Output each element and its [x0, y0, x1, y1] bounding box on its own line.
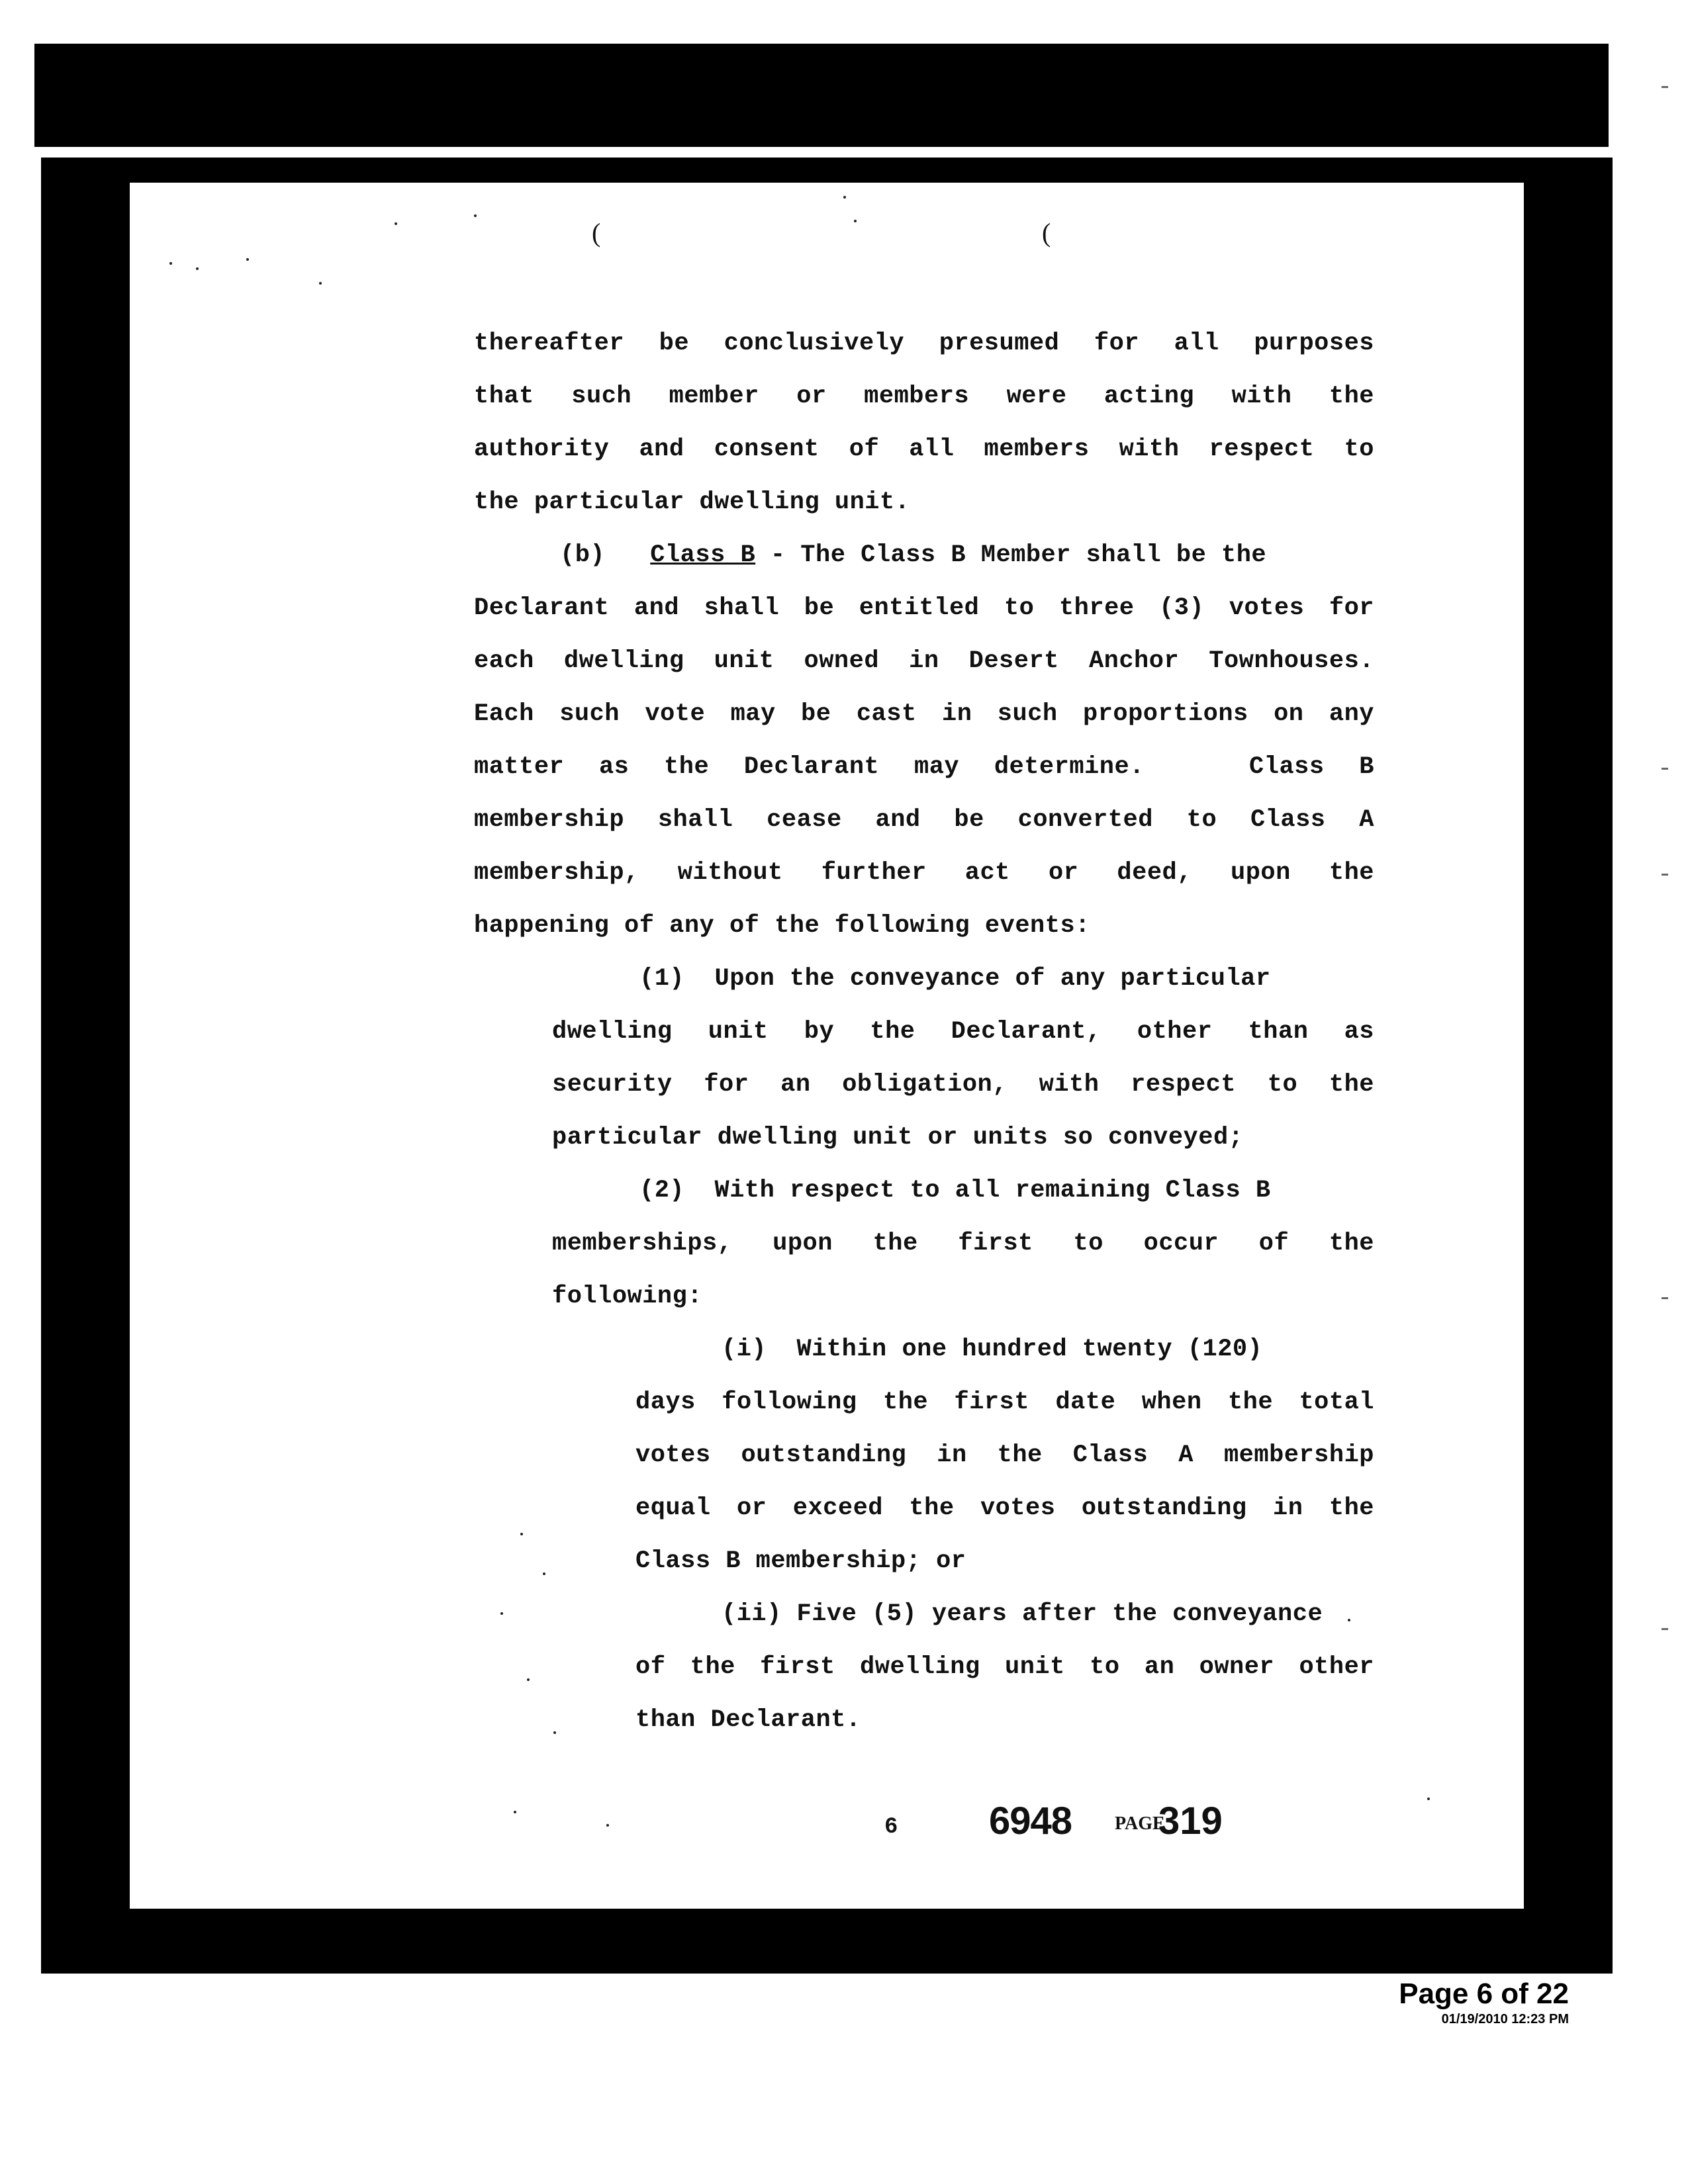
item-1-line: particular dwelling unit or units so conveyed; [552, 1124, 1244, 1152]
scan-artifact [854, 220, 857, 222]
edge-mark [1662, 874, 1668, 876]
item-i-line: Class B membership; or [635, 1547, 966, 1575]
scan-artifact [520, 1533, 523, 1535]
recording-page-word: PAGE [1115, 1813, 1165, 1834]
scan-artifact [543, 1572, 545, 1575]
body-line: thereafter be conclusively presumed for all purposes [474, 330, 1374, 357]
scan-artifact: ( [592, 218, 601, 248]
scan-artifact [246, 258, 249, 261]
footer-page-indicator: Page 6 of 22 [1399, 1978, 1569, 2010]
body-line: happening of any of the following events: [474, 912, 1090, 940]
edge-mark [1662, 1297, 1668, 1299]
recording-page-number: 319 [1158, 1799, 1223, 1843]
scan-artifact [196, 267, 199, 270]
body-line: authority and consent of all members with respect to [474, 435, 1374, 463]
item-ii-line: than Declarant. [635, 1706, 861, 1734]
class-b-heading-rest: - The Class B Member shall be the [755, 541, 1267, 569]
item-i-line: votes outstanding in the Class A membership [635, 1441, 1374, 1469]
item-i-line: equal or exceed the votes outstanding in the [635, 1494, 1374, 1522]
scan-artifact [169, 262, 172, 265]
item-i-first-line: (i) Within one hundred twenty (120) [722, 1336, 1263, 1363]
body-line: that such member or members were acting with the [474, 383, 1374, 410]
body-line: membership, without further act or deed, upon the [474, 859, 1374, 887]
body-line: Each such vote may be cast in such proportions on any [474, 700, 1374, 728]
item-1-line: security for an obligation, with respect to the [552, 1071, 1374, 1099]
scan-artifact [1348, 1619, 1350, 1621]
body-line: membership shall cease and be converted to Class A [474, 806, 1374, 834]
scan-top-border [34, 44, 1609, 147]
class-b-heading-line [560, 541, 1266, 569]
class-b-label: (b) [560, 541, 606, 569]
edge-mark [1662, 1628, 1668, 1630]
scan-artifact [843, 196, 846, 199]
scan-artifact: ( [1042, 218, 1051, 248]
edge-mark [1662, 768, 1668, 770]
body-line: the particular dwelling unit. [474, 488, 910, 516]
scan-artifact [1427, 1797, 1430, 1800]
class-b-heading: Class B [650, 541, 756, 569]
item-ii-line: of the first dwelling unit to an owner other [635, 1653, 1374, 1681]
body-line: matter as the Declarant may determine. Class B [474, 753, 1374, 781]
footer-timestamp: 01/19/2010 12:23 PM [1441, 2012, 1569, 2026]
recording-book-number: 6948 [989, 1799, 1072, 1843]
scan-artifact [553, 1731, 556, 1734]
item-2-line: memberships, upon the first to occur of the [552, 1230, 1374, 1257]
item-2-line: following: [552, 1283, 703, 1310]
scan-artifact [527, 1678, 530, 1681]
item-2-first-line: (2) With respect to all remaining Class B [639, 1177, 1271, 1205]
edge-mark [1662, 86, 1668, 88]
scan-artifact [395, 222, 397, 225]
item-ii-first-line: (ii) Five (5) years after the conveyance [722, 1600, 1323, 1628]
scan-artifact [319, 282, 322, 285]
item-1-line: dwelling unit by the Declarant, other than as [552, 1018, 1374, 1046]
scan-artifact [514, 1811, 516, 1813]
scan-artifact [606, 1824, 609, 1827]
scan-artifact [474, 214, 477, 217]
body-line: Declarant and shall be entitled to three (3) votes for [474, 594, 1374, 622]
item-i-line: days following the first date when the total [635, 1388, 1374, 1416]
body-line: each dwelling unit owned in Desert Anchor Townhouses. [474, 647, 1374, 675]
item-1-first-line: (1) Upon the conveyance of any particular [639, 965, 1271, 993]
scan-artifact [500, 1612, 503, 1615]
document-page-number: 6 [884, 1815, 898, 1840]
